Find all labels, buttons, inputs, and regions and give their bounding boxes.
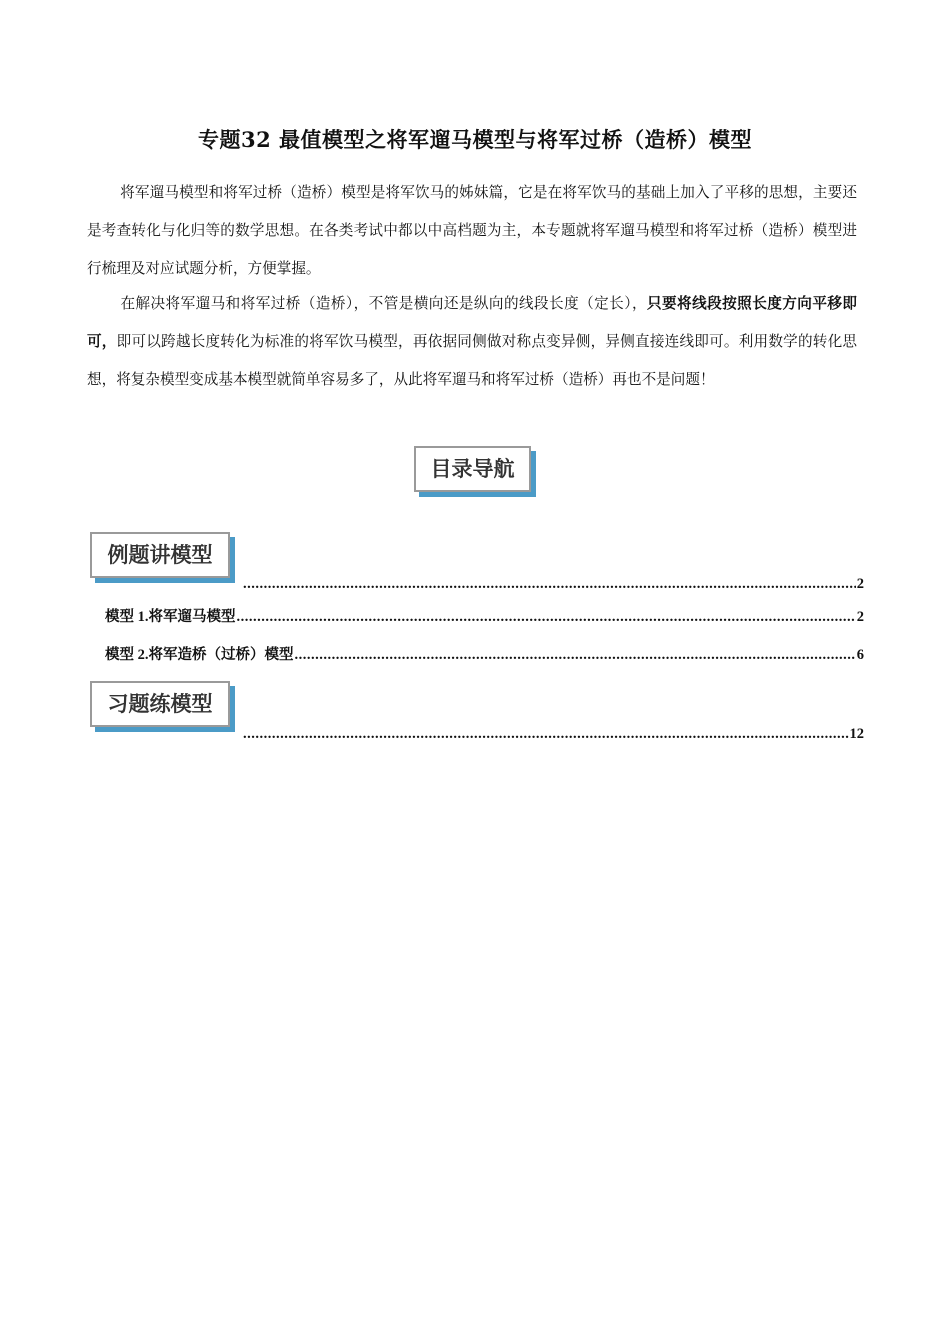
intro-paragraph-2-text-a: 在解决将军遛马和将军过桥（造桥），不管是横向还是纵向的线段长度（定长）， (120, 295, 647, 312)
toc-entry-label: 模型 2.将军造桥（过桥）模型 (105, 647, 294, 663)
toc-page-number: 12 (849, 726, 864, 742)
toc-entry-exercises[interactable] (242, 726, 864, 746)
toc-entry-model-2[interactable] (105, 643, 864, 663)
toc-leader-dots (237, 609, 856, 626)
toc-page-number: 6 (856, 647, 864, 663)
toc-leader-dots (243, 576, 856, 593)
toc-leader-dots (243, 726, 849, 743)
intro-paragraph-1 (87, 174, 857, 288)
toc-entry-model-1[interactable] (105, 605, 864, 625)
page-title: 专题32 最值模型之将军遛马模型与将军过桥（造桥）模型 (197, 127, 753, 152)
toc-leader-dots (295, 647, 856, 664)
intro-paragraph-2 (87, 285, 857, 399)
toc-page-number: 2 (856, 609, 864, 625)
intro-paragraph-2-emphasis: 只要将线段按照长度方向平移即可， (87, 295, 857, 350)
intro-paragraph-2-text-b: 即可以跨越长度转化为标准的将军饮马模型，再依据同侧做对称点变异侧，异侧直接连线即可。利用数学的转化思想，将复杂模型变成基本模型就简单容易多了，从此将军遛马和将军过桥（造桥）再也不是问题！ (87, 333, 857, 388)
intro-paragraph-1-text: 将军遛马模型和将军过桥（造桥）模型是将军饮马的姊妹篇，它是在将军饮马的基础上加入了平移的思想，主要还是考查转化与化归等的数学思想。在各类考试中都以中高档题为主，本专题就将军遛马模型和将军过桥（造桥）模型进行梳理及对应试题分析，方便掌握。 (87, 184, 857, 277)
toc-heading-box: 目录导航 (414, 446, 531, 492)
toc-entry-examples[interactable] (242, 576, 864, 596)
toc-page-number: 2 (856, 576, 864, 592)
toc-entry-label: 模型 1.将军遛马模型 (105, 609, 236, 625)
section-exercises-box: 习题练模型 (90, 681, 230, 727)
section-examples-box: 例题讲模型 (90, 532, 230, 578)
